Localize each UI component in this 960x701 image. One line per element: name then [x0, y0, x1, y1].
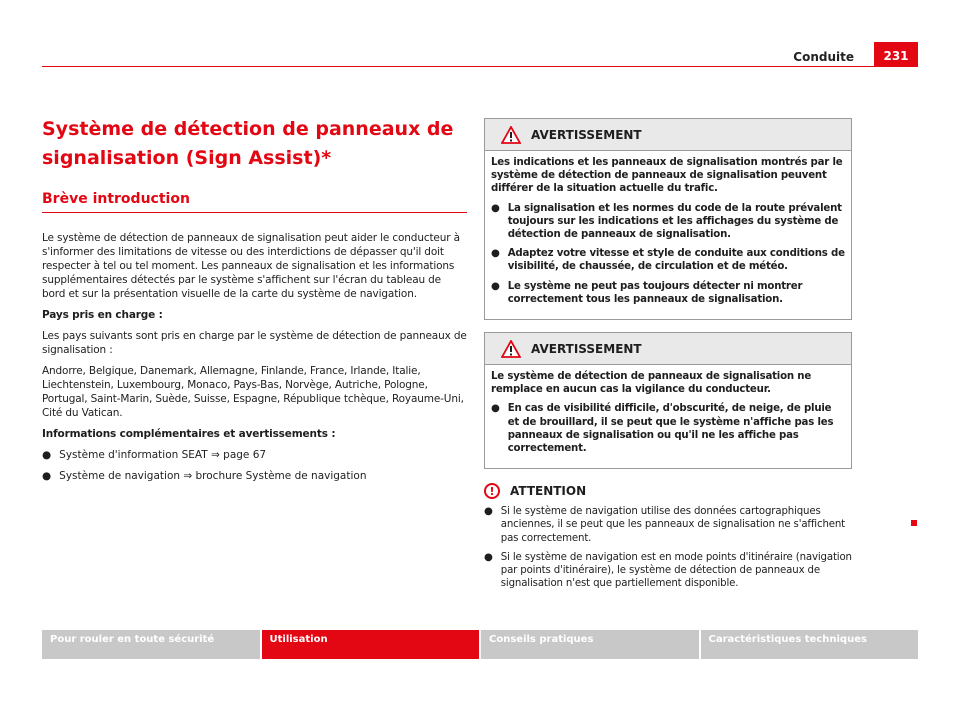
- page-number: 231: [874, 42, 918, 67]
- attention-note: [484, 483, 852, 590]
- attention-icon: !: [484, 483, 500, 499]
- countries-list: Andorre, Belgique, Danemark, Allemagne, Finlande, France, Irlande, Italie, Liechtenstein, Luxembourg, Monaco, Pays-Bas, Norvège, Autriche, Pologne, Portugal, Saint-Marin, Suède, Suisse, Espagne, République tchèque, Royaume-Uni, Cité du Vatican.: [42, 365, 464, 419]
- warning-box-2: [484, 332, 852, 469]
- info-item-seat-link[interactable]: Système d'information SEAT ⇒ page 67: [59, 449, 267, 461]
- countries-intro: Les pays suivants sont pris en charge par le système de détection de panneaux de signalisation :: [42, 330, 467, 356]
- list-item: [491, 202, 845, 242]
- list-item: [42, 469, 467, 483]
- attention-item: Si le système de navigation utilise des données cartographiques anciennes, il se peut que les panneaux de signalisation ne s'affichent pas correctement.: [500, 506, 846, 544]
- countries-label: Pays pris en charge :: [42, 309, 163, 321]
- warning-item: La signalisation et les normes du code de la route prévalent toujours sur les indications et les affichages du système de détection de panneaux de signalisation.: [507, 202, 842, 241]
- warning-triangle-icon: [501, 340, 521, 358]
- tab-practical-tips[interactable]: Conseils pratiques: [481, 630, 699, 659]
- page-title-line2: signalisation (Sign Assist)*: [42, 147, 332, 169]
- running-head: Conduite: [793, 50, 854, 64]
- list-item: [491, 280, 845, 306]
- warning-title: AVERTISSEMENT: [531, 127, 642, 142]
- attention-header: [484, 483, 852, 499]
- warning-item: Le système ne peut pas toujours détecter ni montrer correctement tous les panneaux de signalisation.: [507, 280, 803, 305]
- warning-intro: Les indications et les panneaux de signalisation montrés par le système de détection de panneaux de signalisation peuvent différer de la situation actuelle du trafic.: [491, 157, 843, 195]
- list-item: [42, 448, 467, 462]
- bullet-icon: ●: [491, 403, 500, 415]
- section-end-marker: [911, 520, 917, 526]
- bullet-icon: ●: [491, 248, 500, 260]
- warning-intro: Le système de détection de panneaux de signalisation ne remplace en aucun cas la vigilance du conducteur.: [491, 371, 812, 396]
- info-item-navigation-link[interactable]: Système de navigation ⇒ brochure Système de navigation: [59, 470, 367, 482]
- attention-item: Si le système de navigation est en mode points d'itinéraire (navigation par points d'itinéraire), le système de détection de panneaux de signalisation n'est que partiellement disponible.: [500, 551, 852, 590]
- warning-body: [485, 151, 851, 319]
- warning-title: AVERTISSEMENT: [531, 341, 642, 356]
- bullet-icon: ●: [484, 506, 493, 518]
- list-item: [484, 505, 852, 545]
- intro-paragraph: Le système de détection de panneaux de signalisation peut aider le conducteur à s'informer des limitations de vitesse ou des interdictions de dépasser qu'il doit respecter à tel ou tel moment. Les panneaux de signalisation et les informations supplémentaires détectés par le système s'affichent sur l'écran du tableau de bord et sur la présentation visuelle de la carte du système de navigation.: [42, 232, 460, 300]
- bullet-icon: ●: [42, 470, 52, 482]
- left-column: [42, 115, 467, 490]
- top-rule: [42, 66, 918, 67]
- page-title-line1: Système de détection de panneaux de: [42, 118, 454, 140]
- tab-operation[interactable]: Utilisation: [262, 630, 480, 659]
- list-item: [491, 402, 845, 455]
- info-label: Informations complémentaires et avertissements :: [42, 428, 336, 440]
- page-title: [42, 115, 467, 173]
- warning-triangle-icon: [501, 126, 521, 144]
- right-column: [484, 118, 852, 596]
- section-subtitle: Brève introduction: [42, 191, 190, 207]
- footer-nav: [42, 630, 918, 659]
- warning-body: [485, 365, 851, 468]
- bullet-icon: ●: [491, 202, 500, 214]
- subtitle-rule: [42, 212, 467, 213]
- tab-technical-specs[interactable]: Caractéristiques techniques: [701, 630, 919, 659]
- bullet-icon: ●: [484, 551, 493, 563]
- warning-item: Adaptez votre vitesse et style de conduite aux conditions de visibilité, de chaussée, de circulation et de météo.: [507, 248, 845, 273]
- bullet-icon: ●: [42, 449, 52, 461]
- bullet-icon: ●: [491, 280, 500, 292]
- warning-item: En cas de visibilité difficile, d'obscurité, de neige, de pluie et de brouillard, il se peut que le système n'affiche pas les panneaux de signalisation ou qu'il ne les affiche pas correctement.: [507, 403, 834, 455]
- attention-title: ATTENTION: [510, 484, 587, 499]
- list-item: [491, 247, 845, 273]
- warning-box-1: [484, 118, 852, 320]
- tab-safety[interactable]: Pour rouler en toute sécurité: [42, 630, 260, 659]
- warning-header: [485, 119, 851, 151]
- list-item: [484, 551, 852, 591]
- warning-header: [485, 333, 851, 365]
